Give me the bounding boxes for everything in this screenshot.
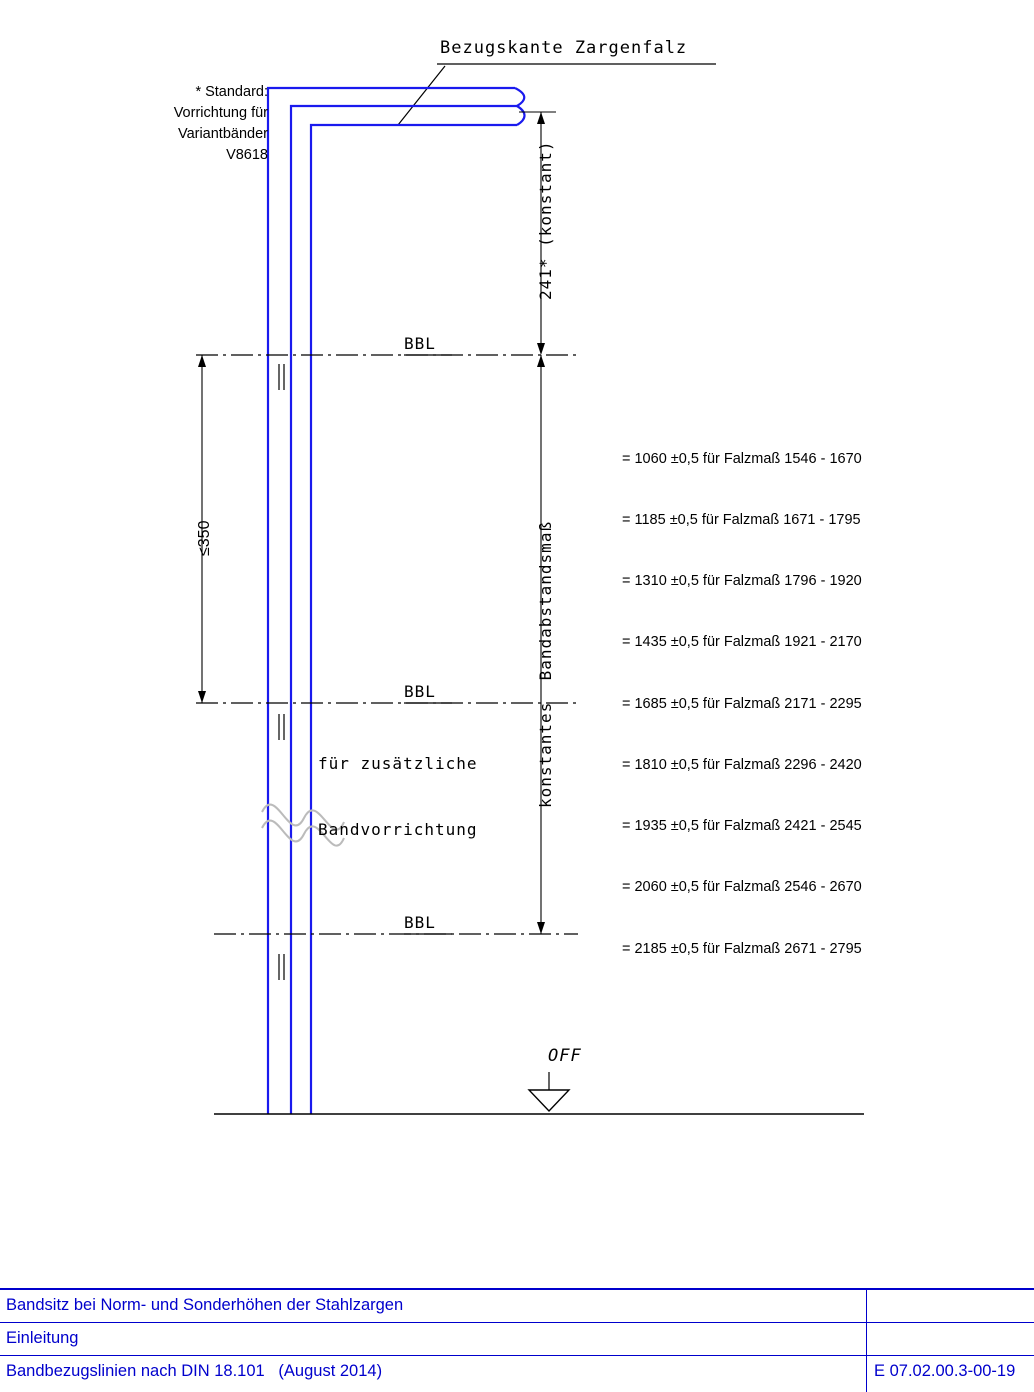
title-block-row-3 [0, 1356, 1034, 1389]
value-row: = 1935 ±0,5 für Falzmaß 2421 - 2545 [622, 818, 862, 835]
title-block-title: Bandsitz bei Norm- und Sonderhöhen der Stahlzargen [6, 1296, 404, 1314]
header-label: Bezugskante Zargenfalz [440, 38, 688, 58]
value-row: = 1810 ±0,5 für Falzmaß 2296 - 2420 [622, 756, 862, 773]
bbl-extra-note-line-1: für zusätzliche [318, 754, 478, 773]
floor-level-label: OFF [548, 1046, 582, 1066]
dimension-350-label: ≤350 [196, 520, 213, 556]
note-standard [118, 82, 268, 166]
dimension-bandabstand-label: konstantes Bandabstandsmaß [536, 520, 555, 808]
bbl-label-middle: BBL [404, 682, 436, 701]
value-row: = 1685 ±0,5 für Falzmaß 2171 - 2295 [622, 695, 862, 712]
dimension-241-label: 241* (konstant) [536, 140, 555, 300]
value-row: = 1310 ±0,5 für Falzmaß 1796 - 1920 [622, 573, 862, 590]
value-row: = 2185 ±0,5 für Falzmaß 2671 - 2795 [622, 940, 862, 957]
title-block-row-2 [0, 1323, 1034, 1356]
title-block [0, 1288, 1034, 1390]
value-row: = 1060 ±0,5 für Falzmaß 1546 - 1670 [622, 450, 862, 467]
bbl-extra-note-line-2: Bandvorrichtung [318, 820, 478, 839]
zarge-profile [268, 88, 525, 1114]
title-block-subtitle: Einleitung [6, 1329, 79, 1347]
bbl-label-top: BBL [404, 334, 436, 353]
value-row: = 1435 ±0,5 für Falzmaß 1921 - 2170 [622, 634, 862, 651]
note-standard-line-4: V8618 [226, 147, 268, 163]
header-leader-line [398, 64, 716, 125]
title-block-standard: Bandbezugslinien nach DIN 18.101 (August 2014) [6, 1362, 383, 1380]
bbl-label-bottom: BBL [404, 913, 436, 932]
value-row: = 2060 ±0,5 für Falzmaß 2546 - 2670 [622, 879, 862, 896]
falzmass-value-list [622, 408, 862, 1000]
note-standard-line-3: Variantbänder [177, 126, 268, 142]
title-block-row-1 [0, 1290, 1034, 1323]
value-row: = 1185 ±0,5 für Falzmaß 1671 - 1795 [622, 512, 861, 529]
note-standard-line-1: * Standard: [195, 84, 268, 100]
note-standard-line-2: Vorrichtung für [173, 105, 268, 121]
bbl-extra-note [318, 709, 478, 885]
hinge-marks [279, 364, 284, 980]
title-block-document-number: E 07.02.00.3-00-19 [874, 1362, 1016, 1380]
